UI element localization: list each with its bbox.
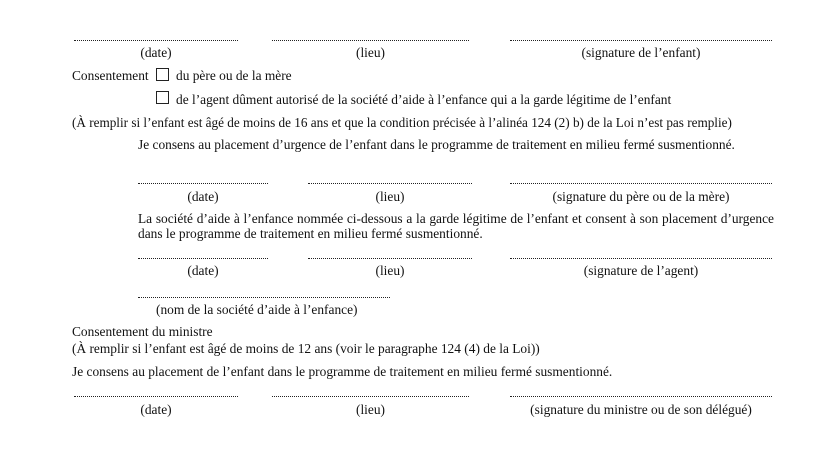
date-label: (date)	[187, 263, 219, 278]
signature-label: (signature du père ou de la mère)	[552, 189, 730, 204]
signature-label: (signature de l’enfant)	[581, 45, 701, 60]
date-label: (date)	[187, 189, 219, 204]
place-line[interactable]	[308, 258, 472, 259]
society-name-line[interactable]	[138, 297, 390, 298]
minister-heading: Consentement du ministre	[72, 324, 213, 339]
date-label: (date)	[140, 45, 172, 60]
signature-line[interactable]	[510, 40, 772, 41]
date-line[interactable]	[74, 40, 238, 41]
place-label: (lieu)	[375, 189, 405, 204]
society-name-label: (nom de la société d’aide à l’enfance)	[156, 302, 358, 317]
signature-line[interactable]	[510, 396, 772, 397]
date-line[interactable]	[74, 396, 238, 397]
signature-line[interactable]	[510, 258, 772, 259]
consent-heading: Consentement	[72, 68, 149, 83]
date-line[interactable]	[138, 183, 268, 184]
minister-condition: (À remplir si l’enfant est âgé de moins de 12 ans (voir le paragraphe 124 (4) de la Loi))	[72, 341, 540, 356]
agent-option-label: de l’agent dûment autorisé de la société d’aide à l’enfance qui a la garde légitime de l’enfant	[176, 92, 672, 107]
minister-statement: Je consens au placement de l’enfant dans le programme de traitement en milieu fermé susmentionné.	[72, 364, 613, 379]
condition-text: (À remplir si l’enfant est âgé de moins de 16 ans et que la condition précisée à l’alinéa 124 (2) b) de la Loi n’est pas remplie)	[72, 115, 732, 130]
place-label: (lieu)	[375, 263, 405, 278]
place-label: (lieu)	[356, 402, 385, 417]
society-statement: La société d’aide à l’enfance nommée ci-dessous a la garde légitime de l’enfant et consent à son placement d’urgence dans le programme de traitement en milieu fermé susmentionné.	[138, 211, 774, 241]
date-line[interactable]	[138, 258, 268, 259]
date-label: (date)	[140, 402, 172, 417]
parent-checkbox[interactable]	[156, 68, 169, 81]
place-line[interactable]	[272, 40, 469, 41]
place-line[interactable]	[308, 183, 472, 184]
agent-checkbox[interactable]	[156, 91, 169, 104]
parent-option-label: du père ou de la mère	[176, 68, 292, 83]
signature-line[interactable]	[510, 183, 772, 184]
signature-label: (signature du ministre ou de son délégué)	[530, 402, 752, 417]
place-line[interactable]	[272, 396, 469, 397]
signature-label: (signature de l’agent)	[583, 263, 699, 278]
place-label: (lieu)	[356, 45, 385, 60]
parent-statement: Je consens au placement d’urgence de l’enfant dans le programme de traitement en milieu fermé susmentionné.	[138, 137, 735, 152]
